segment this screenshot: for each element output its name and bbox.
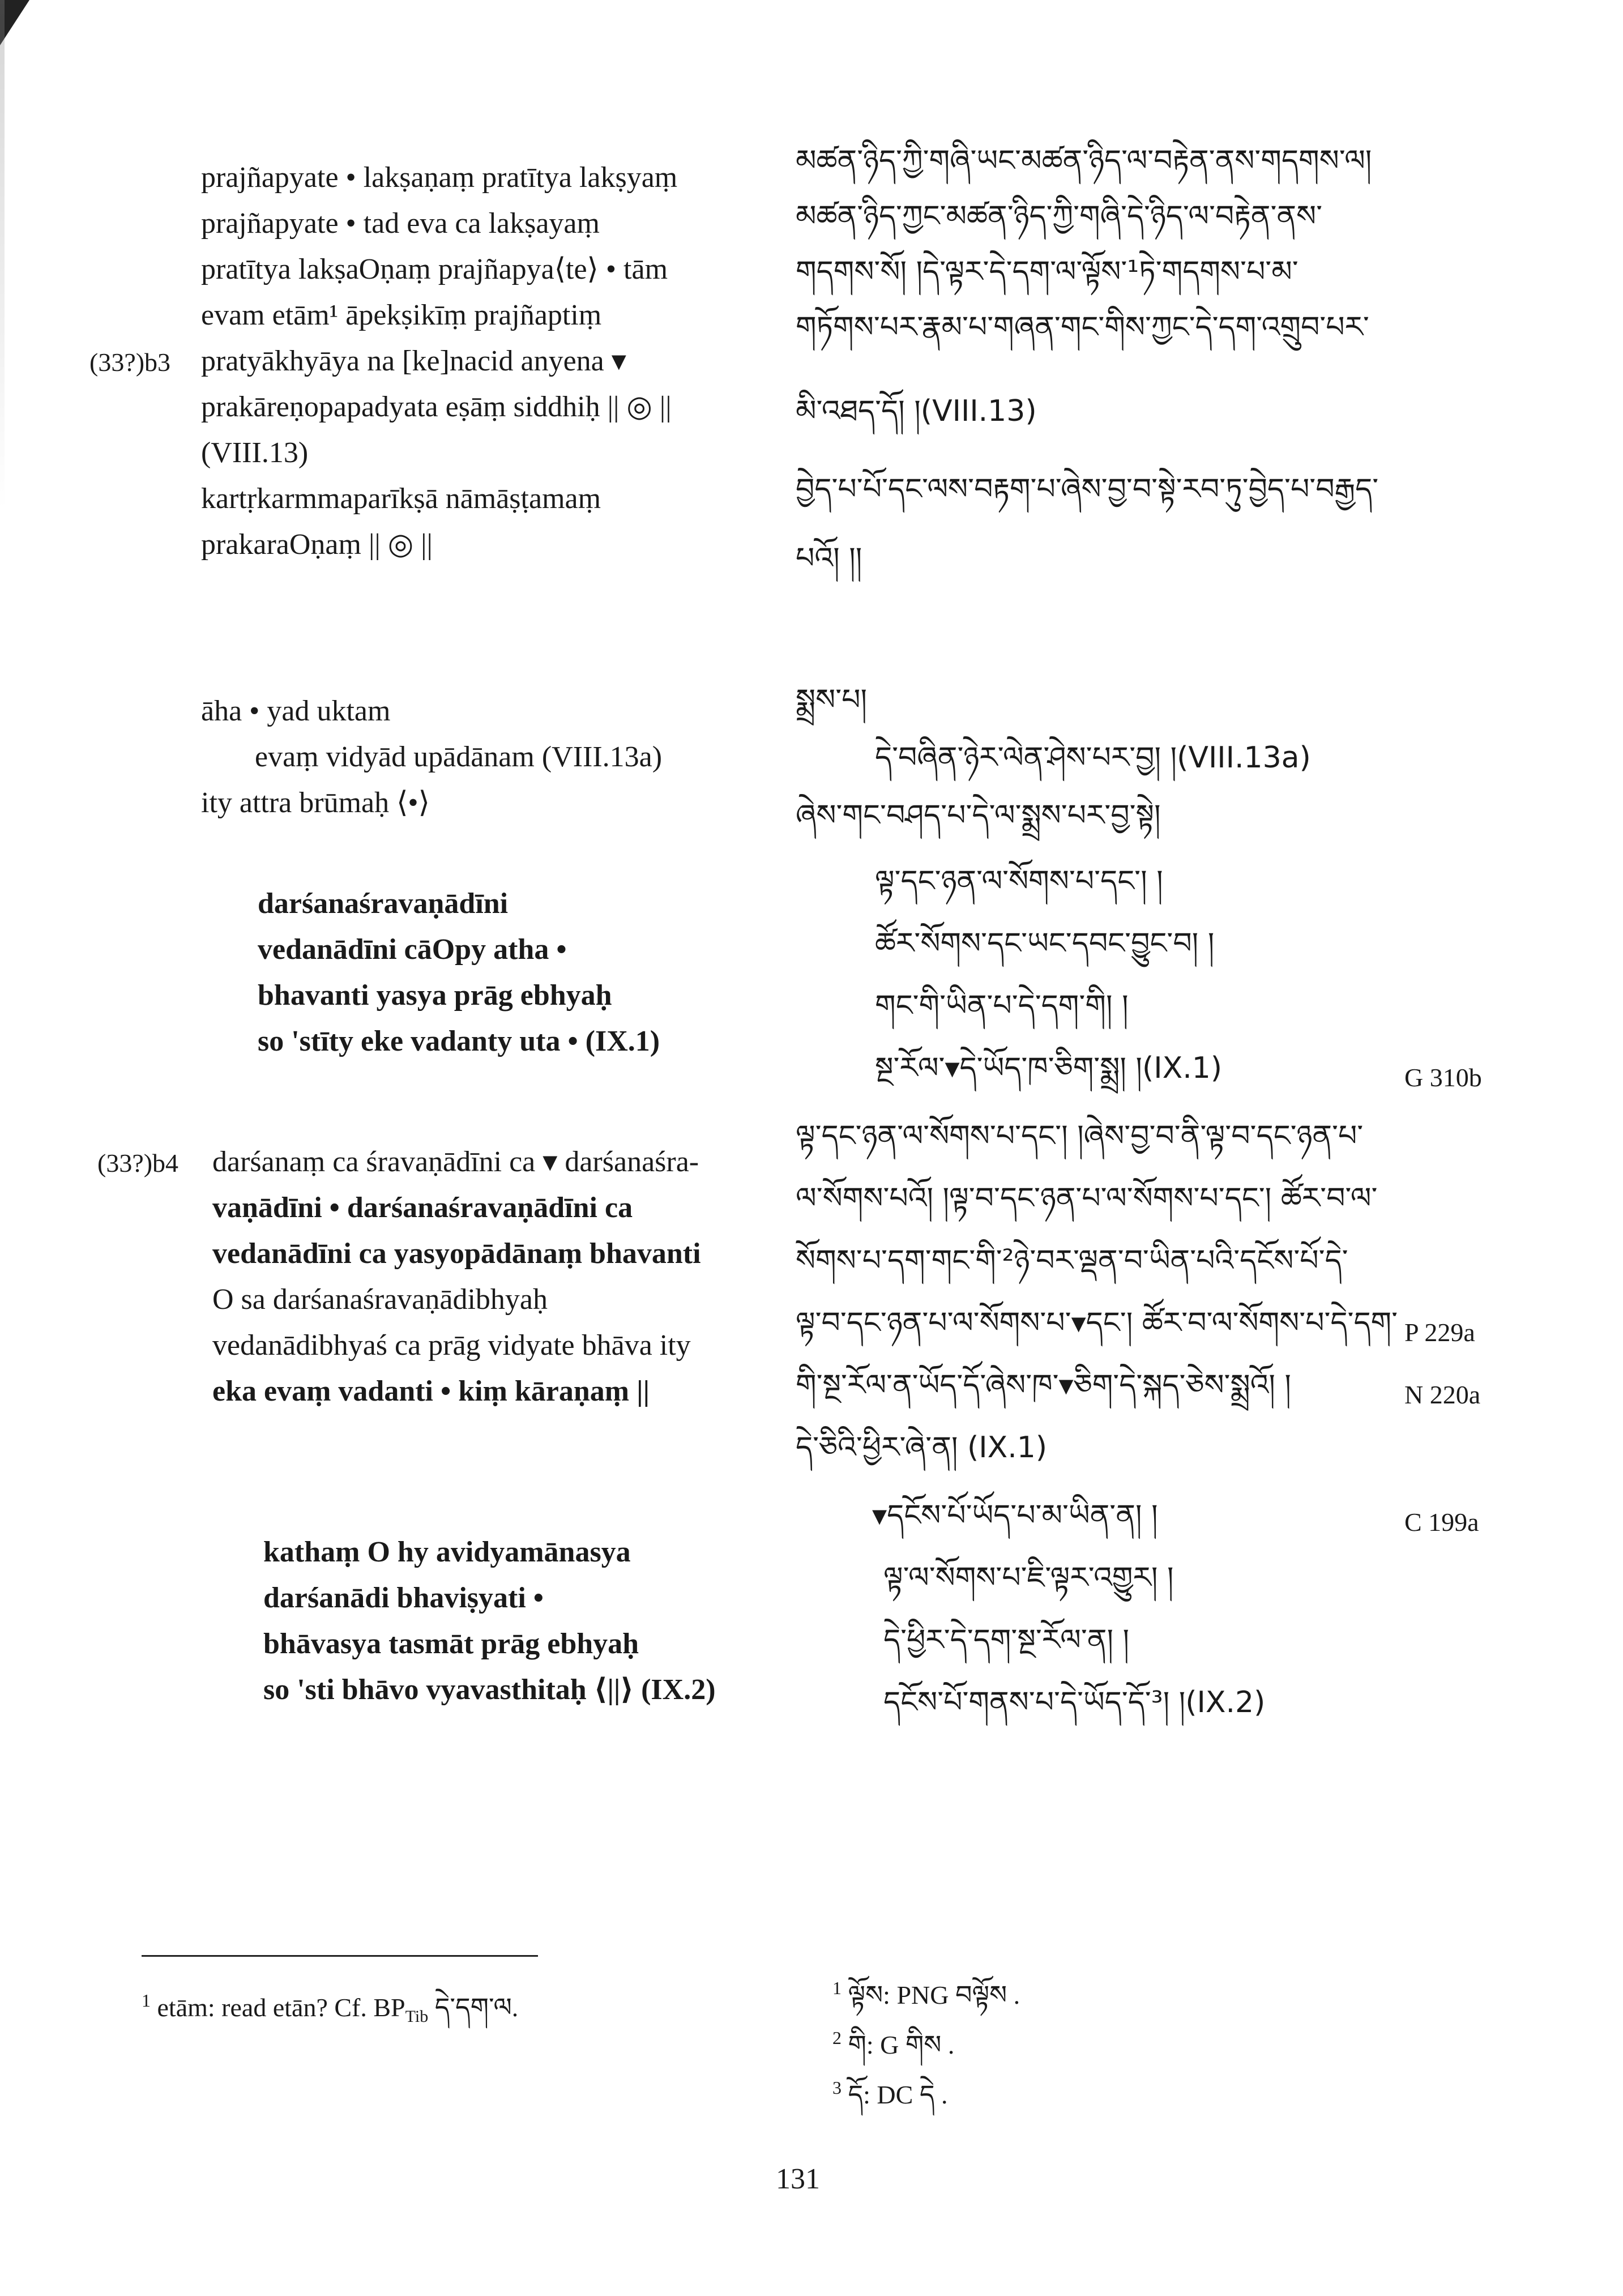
tibetan-line: ཞེས་གང་བཤད་པ་དེ་ལ་སྨྲས་པར་བྱ་སྟེ། — [796, 799, 1161, 833]
text-line: prajñapyate • tad eva ca lakṣayaṃ — [201, 207, 600, 240]
tibetan-line: གདགས་སོ། །དེ་ལྟར་དེ་དག་ལ་ལྟོས་¹ཏེ་གདགས་པ་མ་ — [796, 255, 1299, 289]
tibetan-line: ལྟ་བ་དང་ཉན་པ་ལ་སོགས་པ་▾དང་། ཚོར་བ་ལ་སོགས་པ་དེ་དག་ — [796, 1306, 1398, 1340]
text-line: pratyākhyāya na [ke]nacid anyena ▾ — [201, 345, 626, 377]
tibetan-line: ལ་སོགས་པའོ། །ལྟ་བ་དང་ཉན་པ་ལ་སོགས་པ་དང་། ཚོར་བ་ལ་ — [796, 1181, 1378, 1215]
verse-line: so 'stīty eke vadanty uta • (IX.1) — [258, 1025, 660, 1057]
text-line: vaṇādīni • darśanaśravaṇādīni ca — [212, 1192, 633, 1224]
verse-line: vedanādīni cāOpy atha • — [258, 933, 567, 966]
witness-folio-marker: C 199a — [1404, 1508, 1479, 1537]
text-line: āha • yad uktam — [201, 695, 391, 727]
footnote-left — [142, 1990, 519, 2026]
tibetan-line: དེ་ཅིའི་ཕྱིར་ཞེ་ན། (IX.1) — [796, 1431, 1048, 1465]
text-line: vedanādibhyaś ca prāg vidyate bhāva ity — [212, 1329, 691, 1362]
text-line: eka evaṃ vadanti • kiṃ kāraṇaṃ || — [212, 1375, 650, 1407]
text-line: prakaraOṇaṃ || ◎ || — [201, 528, 433, 561]
footnote-number: 3 — [832, 2077, 842, 2098]
folio-marker: (33?)b4 — [97, 1149, 179, 1177]
verse-line: kathaṃ O hy avidyamānasya — [263, 1536, 631, 1568]
text-line: prajñapyate • lakṣaṇaṃ pratītya lakṣyaṃ — [201, 161, 678, 194]
text-line: ity attra brūmaḥ ⟨•⟩ — [201, 787, 430, 819]
folio-marker: (33?)b3 — [89, 348, 171, 377]
tibetan-line: མཚན་ཉིད་ཀྱང་མཚན་ཉིད་ཀྱི་གཞི་དེ་ཉིད་ལ་བརྟེན་ནས་ — [796, 199, 1323, 233]
page-number: 131 — [776, 2163, 820, 2195]
footnote-subscript: Tib — [405, 2007, 429, 2026]
footnote-number: 1 — [142, 1990, 151, 2011]
tibetan-verse-line: གང་གི་ཡིན་པ་དེ་དག་གི། ། — [875, 989, 1129, 1023]
tibetan-line: མཚན་ཉིད་ཀྱི་གཞི་ཡང་མཚན་ཉིད་ལ་བརྟེན་ནས་གདགས་ལ། — [796, 144, 1372, 178]
verse-line: bhavanti yasya prāg ebhyaḥ — [258, 979, 612, 1012]
tibetan-verse-line: དེ་ཕྱིར་དེ་དག་སྔ་རོལ་ན། ། — [883, 1623, 1130, 1657]
witness-folio-marker: P 229a — [1404, 1318, 1475, 1347]
verse-line: darśanaśravaṇādīni — [258, 887, 509, 920]
footnote-right — [832, 2028, 955, 2059]
verse-line: bhāvasya tasmāt prāg ebhyaḥ — [263, 1628, 639, 1660]
text-line: prakāreṇopapadyata eṣāṃ siddhiḥ || ◎ || — [201, 391, 672, 423]
verse-line: darśanādi bhaviṣyati • — [263, 1582, 544, 1614]
text-line: (VIII.13) — [201, 437, 309, 469]
witness-folio-marker: N 220a — [1404, 1380, 1481, 1409]
footnote-number: 1 — [832, 1978, 842, 1998]
verse-line: so 'sti bhāvo vyavasthitaḥ ⟨||⟩ (IX.2) — [263, 1674, 716, 1706]
tibetan-line: གཏོགས་པར་རྣམ་པ་གཞན་གང་གིས་ཀྱང་དེ་དག་འགྲུབ་པར་ — [796, 310, 1369, 344]
tibetan-verse-line: ▾དངོས་པོ་ཡོད་པ་མ་ཡིན་ན། ། — [872, 1499, 1158, 1533]
text-line: evaṃ vidyād upādānam (VIII.13a) — [255, 741, 663, 773]
text-line: darśanaṃ ca śravaṇādīni ca ▾ darśanaśra- — [212, 1146, 699, 1178]
footnote-text: གི: G གིས . — [848, 2030, 955, 2059]
tibetan-line: སྨྲས་པ། — [796, 683, 867, 717]
footnote-text: དོ: DC དེ . — [848, 2080, 948, 2109]
tibetan-line: བྱེད་པ་པོ་དང་ལས་བརྟག་པ་ཞེས་བྱ་བ་སྟེ་རབ་ཏུ་བྱེད་པ་བརྒྱད་ — [796, 472, 1379, 506]
tibetan-line: གི་སྔ་རོལ་ན་ཡོད་དོ་ཞེས་ཁ་▾ཅིག་དེ་སྐད་ཅེས་སྨྲའོ། ། — [796, 1368, 1291, 1402]
tibetan-verse-line: སྔ་རོལ་▾དེ་ཡོད་ཁ་ཅིག་སྨྲ། །(IX.1) — [875, 1051, 1223, 1085]
tibetan-verse-line: ལྟ་ལ་སོགས་པ་ཇི་ལྟར་འགྱུར། ། — [883, 1561, 1174, 1595]
footnote-text: ལྟོས: PNG བལྟོས . — [848, 1981, 1020, 2009]
tibetan-line: དེ་བཞིན་ཉེར་ལེན་ཤེས་པར་བྱ། །(VIII.13a) — [875, 741, 1311, 775]
footnote-right — [832, 1978, 1020, 2009]
footnote-right — [832, 2077, 948, 2109]
text-line: O sa darśanaśravaṇādibhyaḥ — [212, 1283, 548, 1316]
footnote-rule — [142, 1955, 538, 1957]
text-line: evam etām¹ āpekṣikīṃ prajñaptiṃ — [201, 299, 602, 331]
text-line: pratītya lakṣaOṇaṃ prajñapya⟨te⟩ • tām — [201, 253, 668, 285]
tibetan-line: སོགས་པ་དག་གང་གི་²ཉེ་བར་ལྡན་བ་ཡིན་པའི་དངོས་པོ་དེ་ — [796, 1244, 1348, 1278]
tibetan-line: མི་འཐད་དོ། །(VIII.13) — [796, 394, 1037, 428]
footnote-tail: དེ་དག་ལ. — [428, 1993, 519, 2022]
text-line: vedanādīni ca yasyopādānaṃ bhavanti — [212, 1237, 701, 1270]
scan-edge-shadow — [0, 0, 5, 510]
tibetan-line: པའོ། །། — [796, 541, 862, 575]
tibetan-line: ལྟ་དང་ཉན་ལ་སོགས་པ་དང་། །ཞེས་བྱ་བ་ནི་ལྟ་བ་དང་ཉན་པ་ — [796, 1119, 1364, 1153]
witness-folio-marker: G 310b — [1404, 1063, 1482, 1092]
tibetan-verse-line: དངོས་པོ་གནས་པ་དེ་ཡོད་དོ་³། །(IX.2) — [883, 1685, 1266, 1719]
tibetan-verse-line: ལྟ་དང་ཉན་ལ་སོགས་པ་དང་། ། — [875, 864, 1163, 898]
footnote-text: etām: read etān? Cf. BP — [157, 1993, 405, 2022]
tibetan-verse-line: ཚོར་སོགས་དང་ཡང་དབང་བྱུང་བ། ། — [875, 927, 1215, 961]
footnote-number: 2 — [832, 2028, 842, 2048]
text-line: kartṛkarmmaparīkṣā nāmāṣṭamaṃ — [201, 483, 601, 515]
